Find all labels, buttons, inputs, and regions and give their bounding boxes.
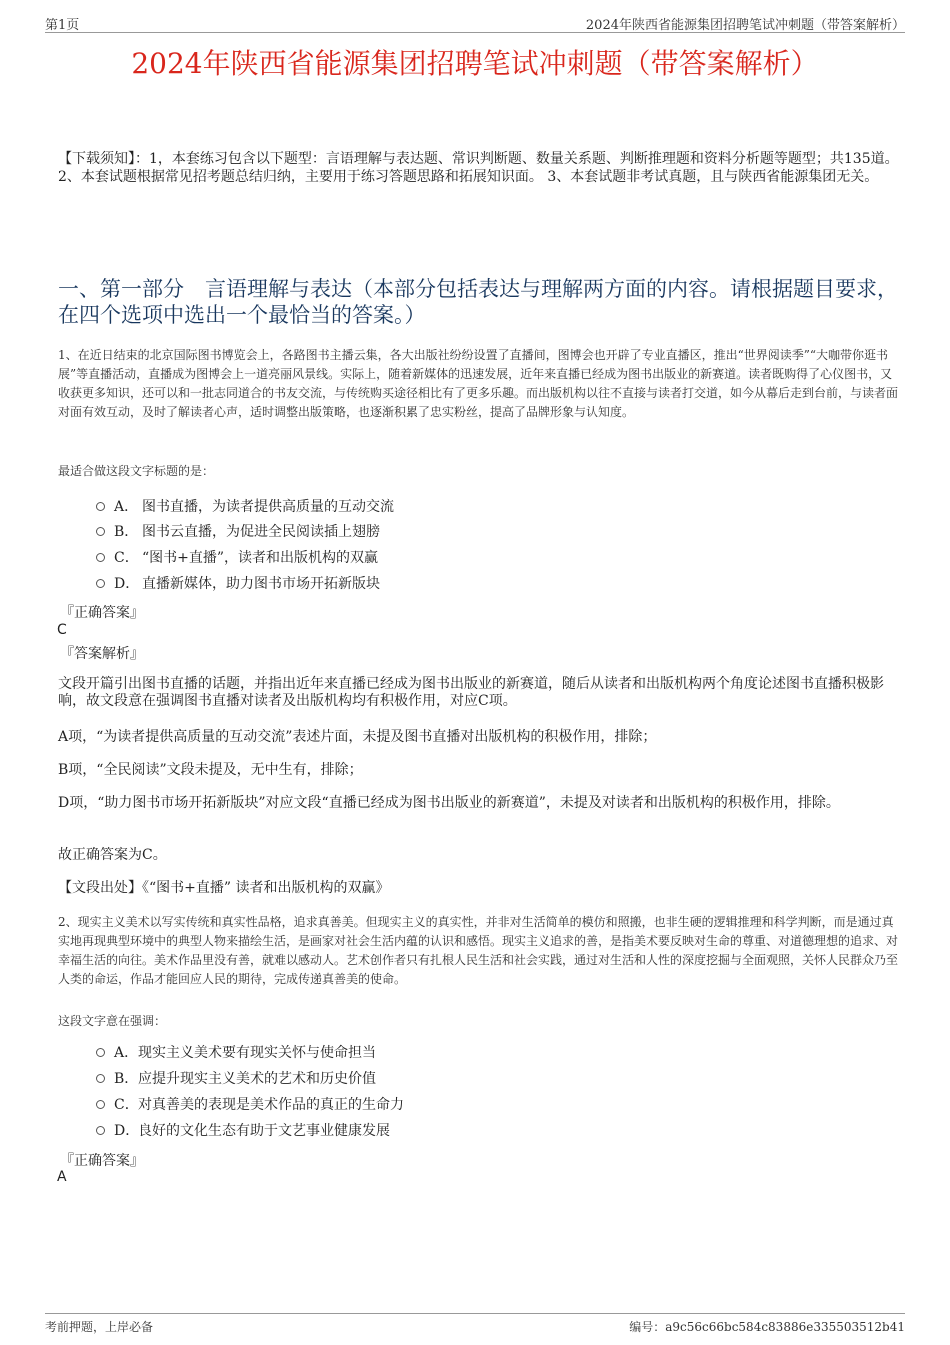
question-1-option-c[interactable]: C． “图书+直播”，读者和出版机构的双赢: [96, 548, 378, 568]
radio-icon[interactable]: [96, 1126, 105, 1135]
question-2-option-a[interactable]: A．现实主义美术要有现实关怀与使命担当: [96, 1043, 376, 1063]
answer-value: C: [57, 622, 67, 638]
answer-label: 『正确答案』: [60, 605, 144, 621]
radio-icon[interactable]: [96, 1074, 105, 1083]
radio-icon[interactable]: [96, 553, 105, 562]
question-2-option-c[interactable]: C．对真善美的表现是美术作品的真正的生命力: [96, 1095, 404, 1115]
page-header: [45, 14, 905, 33]
question-2-option-b[interactable]: B．应提升现实主义美术的艺术和历史价值: [96, 1069, 376, 1089]
question-2-stem: 2、现实主义美术以写实传统和真实性品格，追求真善美。但现实主义的真实性，并非对生活简单的模仿和照搬，也非生硬的逻辑推理和科学判断，而是通过真实地再现典型环境中的典型人物来描绘生活，是画家对社会生活内蕴的认识和感悟。现实主义追求的善，是指美术要反映对生命的尊重、对道德理想的追求、对幸福生活的向往。美术作品里没有善，就难以感动人。艺术创作者只有扎根人民生活和社会实践，通过对生活和人性的深度挖掘与全面观照，关怀人民群众乃至人类的命运，作品才能回应人民的期待，完成传递真善美的使命。: [58, 915, 899, 986]
question-1-stem: 1、在近日结束的北京国际图书博览会上，各路图书主播云集，各大出版社纷纷设置了直播间，图博会也开辟了专业直播区，推出“世界阅读季”“大咖带你逛书展”等直播活动，直播成为图博会上一道亮丽风景线。实际上，随着新媒体的迅速发展，近年来直播已经成为图书出版业的新赛道。读者既购得了心仪图书，又收获更多知识，还可以和一批志同道合的书友交流，与传统购买途径相比有了更多乐趣。而出版机构以往不直接与读者打交道，如今从幕后走到台前，与读者面对面有效互动，及时了解读者心声，适时调整出版策略，也逐渐积累了忠实粉丝，提高了品牌形象与认知度。: [58, 348, 899, 419]
document-title: 2024年陕西省能源集团招聘笔试冲刺题（带答案解析）: [131, 47, 819, 80]
question-2-option-d[interactable]: D．良好的文化生态有助于文艺事业健康发展: [96, 1121, 390, 1141]
header-doc-title: 2024年陕西省能源集团招聘笔试冲刺题（带答案解析）: [585, 18, 905, 33]
question-1-option-b[interactable]: B． 图书云直播，为促进全民阅读插上翅膀: [96, 522, 380, 542]
question-1-prompt: 最适合做这段文字标题的是：: [58, 464, 215, 478]
analysis-paragraph: B项，“全民阅读”文段未提及，无中生有，排除；: [58, 762, 363, 778]
analysis-paragraph: A项，“为读者提供高质量的互动交流”表述片面，未提及图书直播对出版机构的积极作用，排除；: [58, 729, 657, 745]
section-heading: 一、第一部分 言语理解与表达（本部分包括表达与理解两方面的内容。请根据题目要求，在四个选项中选出一个最恰当的答案。）: [58, 277, 898, 327]
radio-icon[interactable]: [96, 1048, 105, 1057]
download-notice: 【下载须知】：1，本套练习包含以下题型：言语理解与表达题、常识判断题、数量关系题、判断推理题和资料分析题等题型；共135道。 2、本套试题根据常见招考题总结归纳，主要用于练习答题思路和拓展知识面。 3、本套试题非考试真题，且与陕西省能源集团无关。: [58, 151, 899, 185]
radio-icon[interactable]: [96, 1100, 105, 1109]
radio-icon[interactable]: [96, 579, 105, 588]
analysis-label: 『答案解析』: [60, 646, 144, 662]
question-2-prompt: 这段文字意在强调：: [58, 1014, 167, 1028]
footer-code: 编号：a9c56c66bc584c83886e335503512b41: [629, 1320, 905, 1334]
question-1-option-a[interactable]: A． 图书直播，为读者提供高质量的互动交流: [96, 497, 394, 517]
radio-icon[interactable]: [96, 527, 105, 536]
passage-source: 【文段出处】《“图书+直播” 读者和出版机构的双赢》: [58, 880, 390, 896]
radio-icon[interactable]: [96, 502, 105, 511]
page-footer: [45, 1313, 905, 1336]
analysis-paragraph: D项，“助力图书市场开拓新版块”对应文段“直播已经成为图书出版业的新赛道”，未提及对读者和出版机构的积极作用，排除。: [58, 795, 840, 811]
footer-slogan: 考前押题，上岸必备: [45, 1320, 154, 1334]
analysis-paragraph: 文段开篇引出图书直播的话题，并指出近年来直播已经成为图书出版业的新赛道，随后从读者和出版机构两个角度论述图书直播积极影响，故文段意在强调图书直播对读者及出版机构均有积极作用，对应C项。: [58, 676, 884, 709]
question-1-option-d[interactable]: D． 直播新媒体，助力图书市场开拓新版块: [96, 574, 380, 594]
page-number: 第1页: [45, 18, 80, 33]
analysis-conclusion: 故正确答案为C。: [58, 847, 167, 863]
answer-value: A: [57, 1169, 67, 1185]
answer-label: 『正确答案』: [60, 1153, 144, 1169]
